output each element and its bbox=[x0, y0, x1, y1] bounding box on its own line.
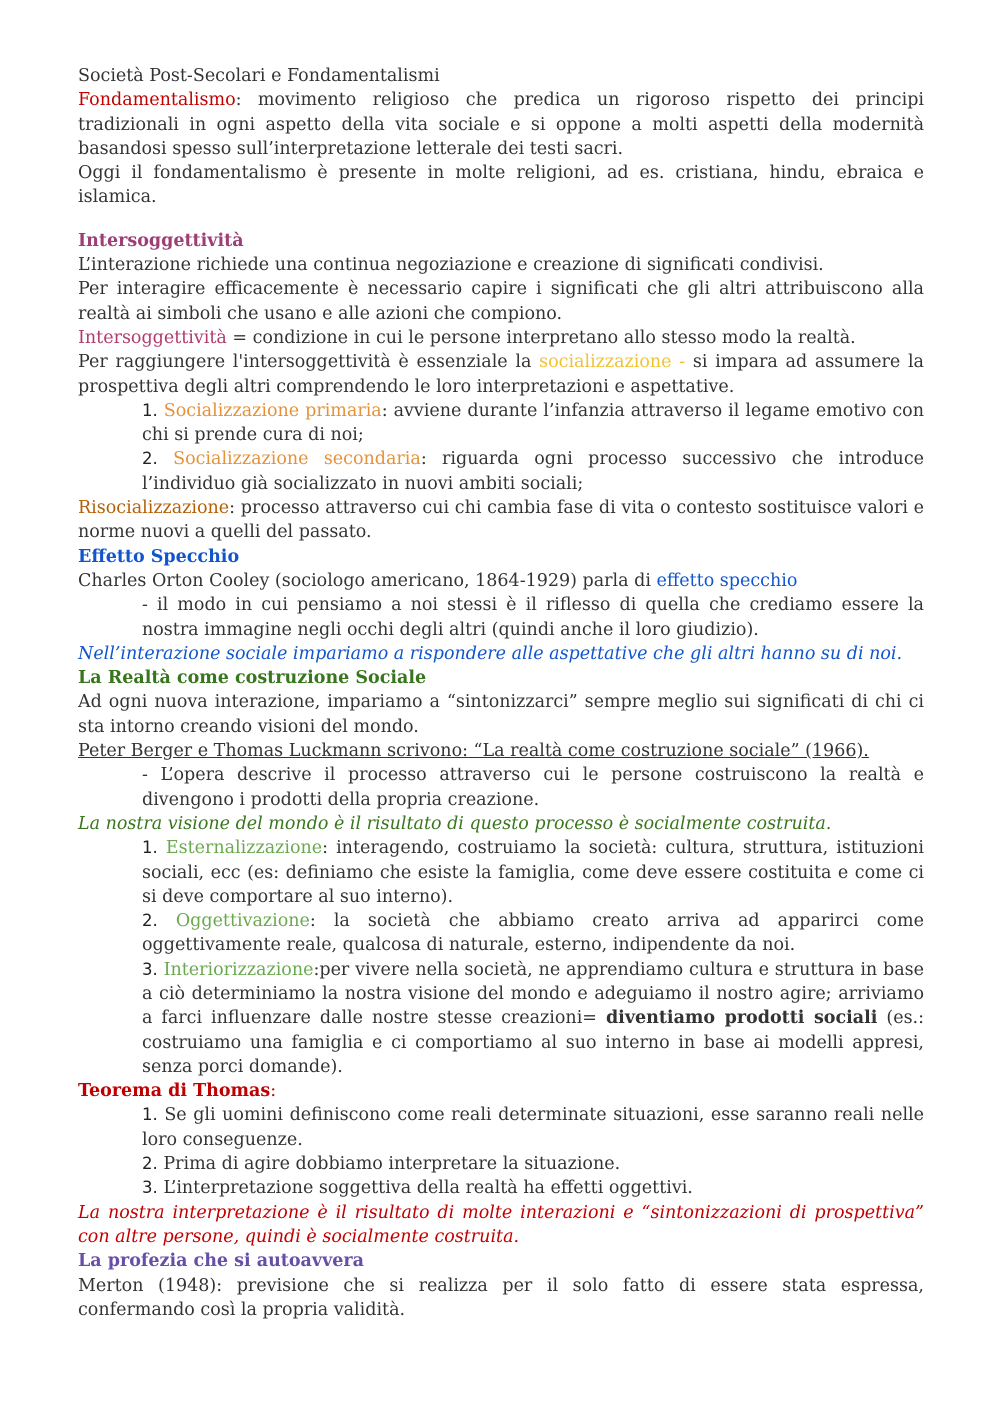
intersoggettivita-definition: Intersoggettività = condizione in cui le persone interpretano allo stesso modo la realtà. bbox=[78, 327, 856, 348]
list-item: 1. Socializzazione primaria: avviene durante l’infanzia attraverso il legame emotivo con chi si prende cura di noi; bbox=[142, 400, 924, 446]
fondamentalismo-definition: Fondamentalismo: movimento religioso che predica un rigoroso rispetto dei principi tradizionali in ogni aspetto della vita sociale e si oppone a molti aspetti della modernità basandosi spesso sull’interpretazione letterale dei testi sacri. bbox=[78, 90, 924, 159]
heading-effetto-specchio: Effetto Specchio bbox=[78, 546, 240, 567]
paragraph: Merton (1948): previsione che si realizza per il solo fatto di essere stata espressa, confermando così la propria validità. bbox=[78, 1275, 924, 1320]
list-item: 2. Prima di agire dobbiamo interpretare la situazione. bbox=[142, 1154, 621, 1175]
risocializzazione-definition: Risocializzazione: processo attraverso cui chi cambia fase di vita o contesto sostituisce valori e norme nuovi a quelli del passato. bbox=[78, 498, 924, 543]
list-item: 3. Interiorizzazione:per vivere nella società, ne apprendiamo cultura e struttura in base a ciò determiniamo la nostra visione del mondo e adeguiamo il nostro agire; arriviamo a farci influenzare dalle nostre stesse creazioni= diventiamo prodotti sociali (es.: costruiamo una famiglia e ci comportiamo al suo interno in base ai modelli appresi, senza porci domande). bbox=[142, 959, 925, 1077]
conclusion: Nell’interazione sociale impariamo a rispondere alle aspettative che gli altri hanno su di noi. bbox=[78, 643, 903, 664]
paragraph: Ad ogni nuova interazione, impariamo a “sintonizzarci” sempre meglio sui significati di chi ci sta intorno creando visioni del mondo. bbox=[78, 692, 924, 737]
document-body bbox=[78, 64, 925, 1320]
conclusion: La nostra visione del mondo è il risultato di questo processo è socialmente costruita. bbox=[78, 813, 832, 834]
dash-item: - L’opera descrive il processo attraverso cui le persone costruiscono la realtà e divengono i prodotti della propria creazione. bbox=[142, 765, 924, 810]
heading-realta-costruzione-sociale: La Realtà come costruzione Sociale bbox=[78, 668, 427, 689]
heading-teorema-thomas: Teorema di Thomas: bbox=[78, 1081, 277, 1102]
list-item: 1. Esternalizzazione: interagendo, costruiamo la società: cultura, struttura, istituzioni sociali, ecc (es: definiamo che esiste la famiglia, come deve essere costituita e come ci si deve comportare al suo interno). bbox=[142, 838, 924, 907]
list-item: 2. Oggettivazione: la società che abbiamo creato arriva ad apparirci come oggettivamente reale, qualcosa di naturale, esterno, indipendente da noi. bbox=[142, 911, 924, 956]
dash-item: - il modo in cui pensiamo a noi stessi è il riflesso di quella che crediamo essere la nostra immagine negli occhi degli altri (quindi anche il loro giudizio). bbox=[142, 595, 924, 640]
paragraph: Per raggiungere l'intersoggettività è essenziale la socializzazione - si impara ad assumere la prospettiva degli altri comprendendo le loro interpretazioni e aspettative. bbox=[78, 352, 924, 397]
reference: Peter Berger e Thomas Luckmann scrivono: “La realtà come costruzione sociale” (1966). bbox=[78, 741, 869, 762]
paragraph: Per interagire efficacemente è necessario capire i significati che gli altri attribuiscono alla realtà ai simboli che usano e alle azioni che compiono. bbox=[78, 279, 924, 324]
paragraph: Charles Orton Cooley (sociologo americano, 1864-1929) parla di effetto specchio bbox=[78, 570, 798, 591]
fondamentalismo-note: Oggi il fondamentalismo è presente in molte religioni, ad es. cristiana, hindu, ebraica e islamica. bbox=[78, 163, 924, 208]
list-item: 3. L’interpretazione soggettiva della realtà ha effetti oggettivi. bbox=[142, 1178, 693, 1199]
list-item: 2. Socializzazione secondaria: riguarda ogni processo successivo che introduce l’individuo già socializzato in nuovi ambiti sociali; bbox=[142, 449, 924, 494]
list-item: 1. Se gli uomini definiscono come reali determinate situazioni, esse saranno reali nelle loro conseguenze. bbox=[142, 1105, 924, 1150]
fondamentalismo-term: Fondamentalismo bbox=[78, 90, 236, 111]
conclusion: La nostra interpretazione è il risultato di molte interazioni e “sintonizzazioni di prospettiva” con altre persone, quindi è socialmente costruita. bbox=[78, 1202, 924, 1247]
document-title: Società Post-Secolari e Fondamentalismi bbox=[78, 66, 440, 86]
heading-intersoggettivita: Intersoggettività bbox=[78, 230, 244, 251]
heading-profezia: La profezia che si autoavvera bbox=[78, 1251, 364, 1272]
paragraph: L’interazione richiede una continua negoziazione e creazione di significati condivisi. bbox=[78, 255, 824, 276]
